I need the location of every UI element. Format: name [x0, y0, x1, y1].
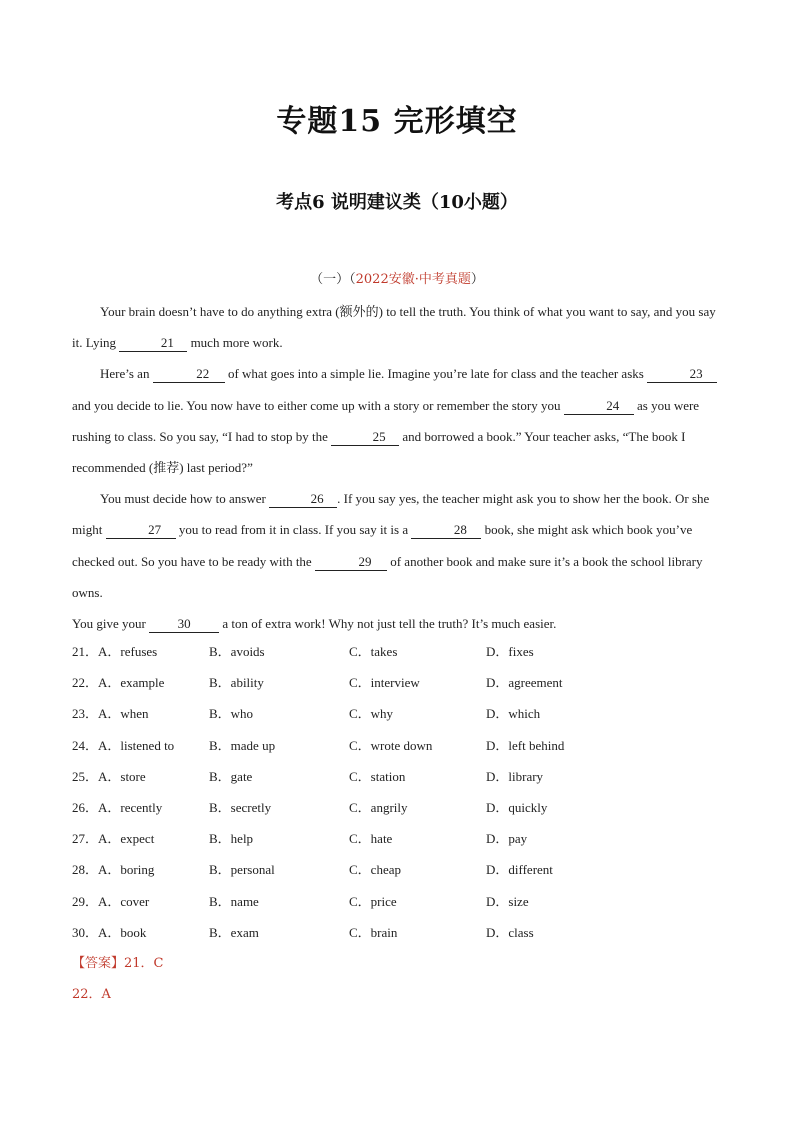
option-row: [72, 667, 724, 698]
passage-paragraph-4: [72, 608, 724, 639]
option-c: C．angrily: [349, 799, 408, 815]
blank-25: 25: [331, 430, 399, 446]
option-row: [72, 792, 724, 823]
page-subtitle: 考点6 说明建议类（10小题）: [276, 192, 518, 213]
option-a: 22．A．example: [72, 675, 165, 691]
blank-30: 30: [149, 617, 219, 633]
option-row: [72, 917, 724, 948]
passage-text: of another book and make sure it’s a book the school library owns.: [72, 553, 703, 600]
option-a: 28．A．boring: [72, 862, 155, 878]
answer-key: [72, 948, 724, 1010]
option-row: [72, 854, 724, 885]
answer-line: 【答案】21．C: [72, 956, 164, 971]
option-b: B．who: [209, 706, 254, 722]
option-d: D．fixes: [486, 644, 534, 659]
blank-23: 23: [647, 367, 717, 383]
section-suffix: ）: [470, 272, 484, 287]
passage-text: . If you say yes, the teacher might ask you to show her the book. Or she might: [72, 491, 710, 538]
passage-paragraph-1: [72, 296, 724, 358]
option-a: 21．A．refuses: [72, 644, 158, 659]
passage-text: Here’s an: [100, 366, 153, 382]
option-a: 29．A．cover: [72, 893, 150, 909]
option-b: B．made up: [209, 737, 276, 753]
option-b: B．ability: [209, 675, 264, 691]
option-c: C．brain: [349, 924, 398, 940]
option-c: C．cheap: [349, 862, 401, 878]
option-row: [72, 823, 724, 854]
option-b: B．help: [209, 831, 254, 847]
option-row: [72, 698, 724, 729]
blank-29: 29: [315, 555, 387, 571]
section-heading: [0, 268, 794, 287]
option-d: D．different: [486, 862, 553, 878]
option-a: 23．A．when: [72, 706, 149, 722]
answer-options: [72, 636, 724, 948]
cloze-passage: [72, 296, 724, 639]
option-a: 30．A．book: [72, 924, 147, 940]
option-c: C．hate: [349, 831, 393, 847]
passage-text: book, she might ask which book you’ve checked out. So you have to be ready with the: [72, 522, 693, 569]
passage-text: a ton of extra work! Why not just tell the truth? It’s much easier.: [219, 616, 557, 632]
option-row: [72, 761, 724, 792]
blank-24: 24: [564, 399, 634, 415]
passage-text: You give your: [72, 616, 150, 632]
passage-paragraph-3: [72, 483, 724, 608]
option-c: C．takes: [349, 644, 398, 659]
section-prefix: （一）（: [310, 272, 356, 287]
option-c: C．interview: [349, 675, 420, 691]
blank-26: 26: [269, 492, 337, 508]
option-c: C．station: [349, 768, 406, 784]
option-row: [72, 886, 724, 917]
option-b: B．exam: [209, 924, 259, 940]
option-a: 24．A．listened to: [72, 737, 175, 753]
blank-21: 21: [119, 336, 187, 352]
option-b: B．gate: [209, 768, 253, 784]
passage-paragraph-2: [72, 358, 724, 483]
option-c: C．wrote down: [349, 737, 433, 753]
option-d: D．class: [486, 924, 534, 940]
option-b: B．personal: [209, 862, 275, 878]
option-c: C．why: [349, 706, 394, 722]
blank-27: 27: [106, 523, 176, 539]
page-title: 专题15 完形填空: [276, 104, 518, 139]
passage-text: as you were rushing to class. So you say, “I had to stop by the: [72, 397, 700, 444]
option-d: D．quickly: [486, 799, 548, 815]
passage-text: and borrowed a book.” Your teacher asks, “The book I recommended (推荐) last period?”: [72, 428, 686, 476]
option-a: 27．A．expect: [72, 831, 155, 847]
option-a: 25．A．store: [72, 768, 146, 784]
passage-text: much more work.: [187, 335, 283, 351]
option-b: B．name: [209, 893, 259, 909]
passage-text: of what goes into a simple lie. Imagine you’re late for class and the teacher asks: [224, 366, 648, 382]
option-d: D．library: [486, 768, 544, 784]
option-d: D．which: [486, 706, 541, 722]
passage-text: you to read from it in class. If you say it is a: [175, 522, 412, 538]
option-d: D．pay: [486, 831, 528, 847]
passage-text: and you decide to lie. You now have to either come up with a story or remember the story you: [72, 397, 564, 413]
answer-line: 22．A: [72, 987, 111, 1003]
option-b: B．avoids: [209, 644, 265, 659]
blank-28: 28: [411, 523, 481, 539]
option-b: B．secretly: [209, 799, 272, 815]
option-c: C．price: [349, 893, 397, 909]
option-row: [72, 636, 724, 667]
option-d: D．size: [486, 893, 529, 909]
option-d: D．agreement: [486, 675, 563, 691]
passage-text: Your brain doesn’t have to do anything extra (额外的) to tell the truth. You think of what you want to say, and you say it. Lying: [72, 304, 716, 351]
section-source: 2022安徽·中考真题: [355, 272, 471, 287]
blank-22: 22: [153, 367, 225, 383]
option-d: D．left behind: [486, 737, 565, 753]
passage-text: You must decide how to answer: [100, 491, 270, 507]
option-a: 26．A．recently: [72, 799, 163, 815]
option-row: [72, 730, 724, 761]
